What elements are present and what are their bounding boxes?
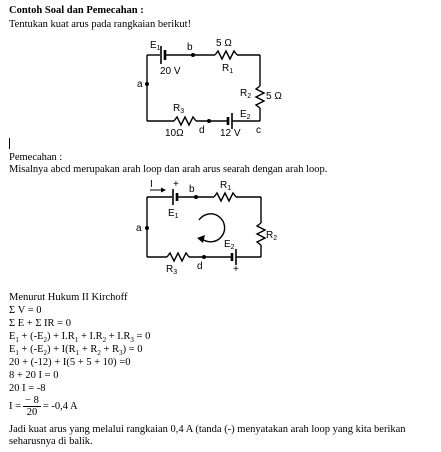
circuit-diagram-1 xyxy=(0,0,441,160)
label-e1-value: 20 V xyxy=(160,66,181,77)
assumption-text: Misalnya abcd merupakan arah loop dan arah arus searah dengan arah loop. xyxy=(9,164,328,175)
label-r3: $R_3$ xyxy=(173,103,185,115)
label-plus-1: + xyxy=(173,179,179,190)
kirchhoff-title: Menurut Hukum II Kirchoff xyxy=(9,292,128,303)
label-b-2: b xyxy=(189,184,195,195)
label-a: a xyxy=(137,79,143,90)
label-e1-2: $E_1$ xyxy=(168,208,179,220)
solution-heading: Pemecahan : xyxy=(9,152,63,163)
label-r2: $R_2$ xyxy=(240,88,252,100)
label-r3-2: $R_3$ xyxy=(166,264,178,276)
node-b xyxy=(191,53,195,57)
label-r2-value: 5 Ω xyxy=(266,91,282,102)
label-e2-2: $E_2$ xyxy=(224,239,235,251)
instruction: Tentukan kuat arus pada rangkaian berikut! xyxy=(9,19,192,30)
label-r3-value: 10Ω xyxy=(165,128,184,139)
label-b: b xyxy=(187,42,193,53)
equation-line-7: 20 I = -8 xyxy=(9,383,46,394)
conclusion-text: Jadi kuat arus yang melalui rangkaian 0,4 A (tanda (-) menyatakan arah loop yang kita berikan seharusnya di balik. xyxy=(9,424,406,447)
equation-line-5: 20 + (-12) + I(5 + 5 + 10) =0 xyxy=(9,357,131,368)
label-e2-value: 12 V xyxy=(220,128,241,139)
equation-line-6: 8 + 20 I = 0 xyxy=(9,370,59,381)
label-r1: $R_1$ xyxy=(222,63,234,75)
node-a-2 xyxy=(145,226,149,230)
label-a-2: a xyxy=(136,223,142,234)
label-r2-2: $R_2$ xyxy=(266,230,278,242)
circuit-diagram-2 xyxy=(0,175,441,285)
node-d xyxy=(207,119,211,123)
node-d-2 xyxy=(202,255,206,259)
equation-line-3: $E_1 + (-E_2) + I.R_1 + I.R_2 + I.R_3 = 0$ xyxy=(9,331,151,345)
label-d-2: d xyxy=(197,261,203,272)
node-b-2 xyxy=(194,195,198,199)
label-r1-2: $R_1$ xyxy=(220,180,232,192)
label-d: d xyxy=(199,125,205,136)
label-plus-2: + xyxy=(233,264,239,275)
heading: Contoh Soal dan Pemecahan : xyxy=(9,5,144,16)
label-r1-value: 5 Ω xyxy=(216,38,232,49)
label-e2: $E_2$ xyxy=(240,109,251,121)
equation-line-1: Σ V = 0 xyxy=(9,305,42,316)
label-e1: $E_1$ xyxy=(150,40,161,52)
label-i: I xyxy=(150,179,153,190)
text-cursor xyxy=(9,138,10,149)
equation-line-2: Σ E + Σ IR = 0 xyxy=(9,318,71,329)
node-a xyxy=(145,82,149,86)
equation-line-4: $E_1 + (-E_2) + I(R_1 + R_2 + R_3) = 0$ xyxy=(9,344,143,358)
result-equation: I = $\frac{- 8}{20}$ = -0,4 A xyxy=(9,395,78,418)
label-c: c xyxy=(256,125,261,136)
